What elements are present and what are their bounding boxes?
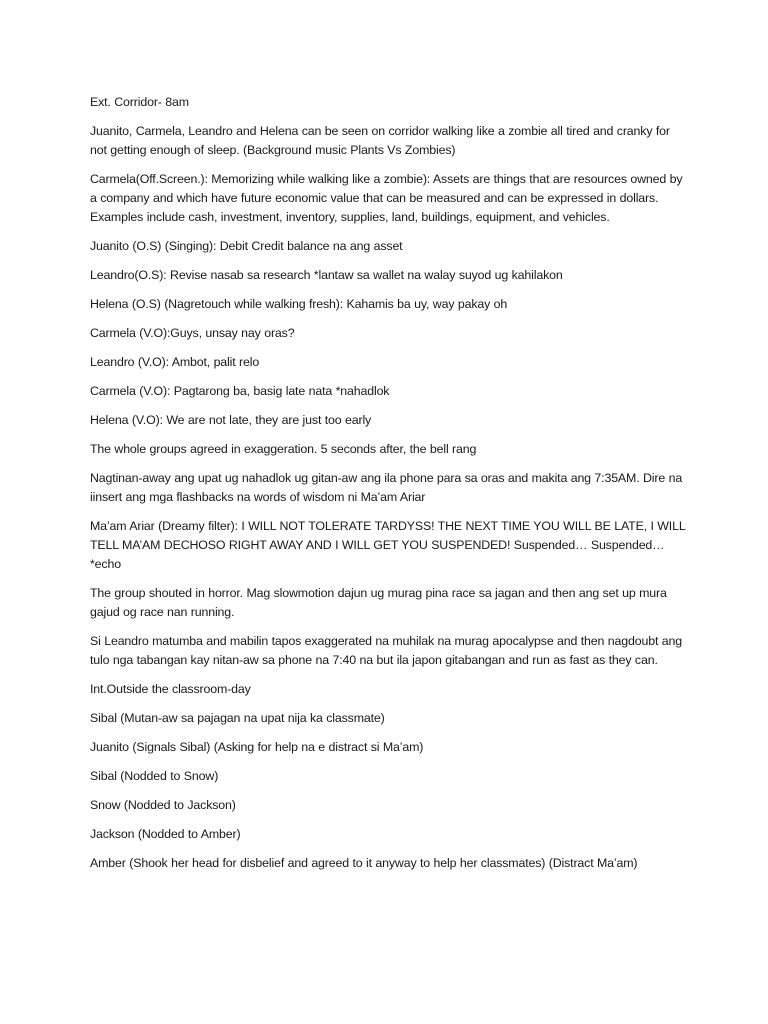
dialogue-paragraph: Carmela(Off.Screen.): Memorizing while walking like a zombie): Assets are things that are resources owned by a company and which have future economic value that can be measured and can be expressed in dollars. Examples include cash, investment, inventory, supplies, land, buildings, equipment, and vehicles. — [90, 172, 683, 224]
dialogue-paragraph: Ma’am Ariar (Dreamy filter): I WILL NOT TOLERATE TARDYSS! THE NEXT TIME YOU WILL BE LATE, I WILL TELL MA’AM DECHOSO RIGHT AWAY AND I WILL GET YOU SUSPENDED! Suspended… Suspended… *echo — [90, 519, 686, 571]
action-paragraph: Sibal (Nodded to Snow) — [90, 769, 219, 783]
action-paragraph: The group shouted in horror. Mag slowmotion dajun ug murag pina race sa jagan and then ang set up mura gajud og race nan running. — [90, 586, 667, 619]
dialogue-paragraph: Carmela (V.O): Pagtarong ba, basig late nata *nahadlok — [90, 384, 390, 398]
action-paragraph: Juanito, Carmela, Leandro and Helena can be seen on corridor walking like a zombie all tired and cranky for not getting enough of sleep. (Background music Plants Vs Zombies) — [90, 124, 670, 157]
action-paragraph: Sibal (Mutan-aw sa pajagan na upat nija ka classmate) — [90, 711, 385, 725]
document-body — [90, 93, 690, 883]
scene-heading: Int.Outside the classroom-day — [90, 682, 251, 696]
dialogue-paragraph: Carmela (V.O):Guys, unsay nay oras? — [90, 326, 295, 340]
action-paragraph: Snow (Nodded to Jackson) — [90, 798, 236, 812]
action-paragraph: The whole groups agreed in exaggeration. 5 seconds after, the bell rang — [90, 442, 477, 456]
dialogue-paragraph: Leandro(O.S): Revise nasab sa research *lantaw sa wallet na walay suyod ug kahilakon — [90, 268, 563, 282]
dialogue-paragraph: Leandro (V.O): Ambot, palit relo — [90, 355, 260, 369]
action-paragraph: Jackson (Nodded to Amber) — [90, 827, 241, 841]
dialogue-paragraph: Helena (O.S) (Nagretouch while walking fresh): Kahamis ba uy, way pakay oh — [90, 297, 508, 311]
scene-heading: Ext. Corridor- 8am — [90, 95, 189, 109]
dialogue-paragraph: Juanito (O.S) (Singing): Debit Credit balance na ang asset — [90, 239, 403, 253]
action-paragraph: Juanito (Signals Sibal) (Asking for help na e distract si Ma’am) — [90, 740, 424, 754]
action-paragraph: Nagtinan-away ang upat ug nahadlok ug gitan-aw ang ila phone para sa oras and makita ang 7:35AM. Dire na iinsert ang mga flashbacks na words of wisdom ni Ma’am Ariar — [90, 471, 683, 504]
dialogue-paragraph: Helena (V.O): We are not late, they are just too early — [90, 413, 372, 427]
action-paragraph: Si Leandro matumba and mabilin tapos exaggerated na muhilak na murag apocalypse and then nagdoubt ang tulo nga tabangan kay nitan-aw sa phone na 7:40 na but ila japon gitabangan and run as fast as they can. — [90, 634, 682, 667]
action-paragraph: Amber (Shook her head for disbelief and agreed to it anyway to help her classmates) (Distract Ma’am) — [90, 856, 638, 870]
